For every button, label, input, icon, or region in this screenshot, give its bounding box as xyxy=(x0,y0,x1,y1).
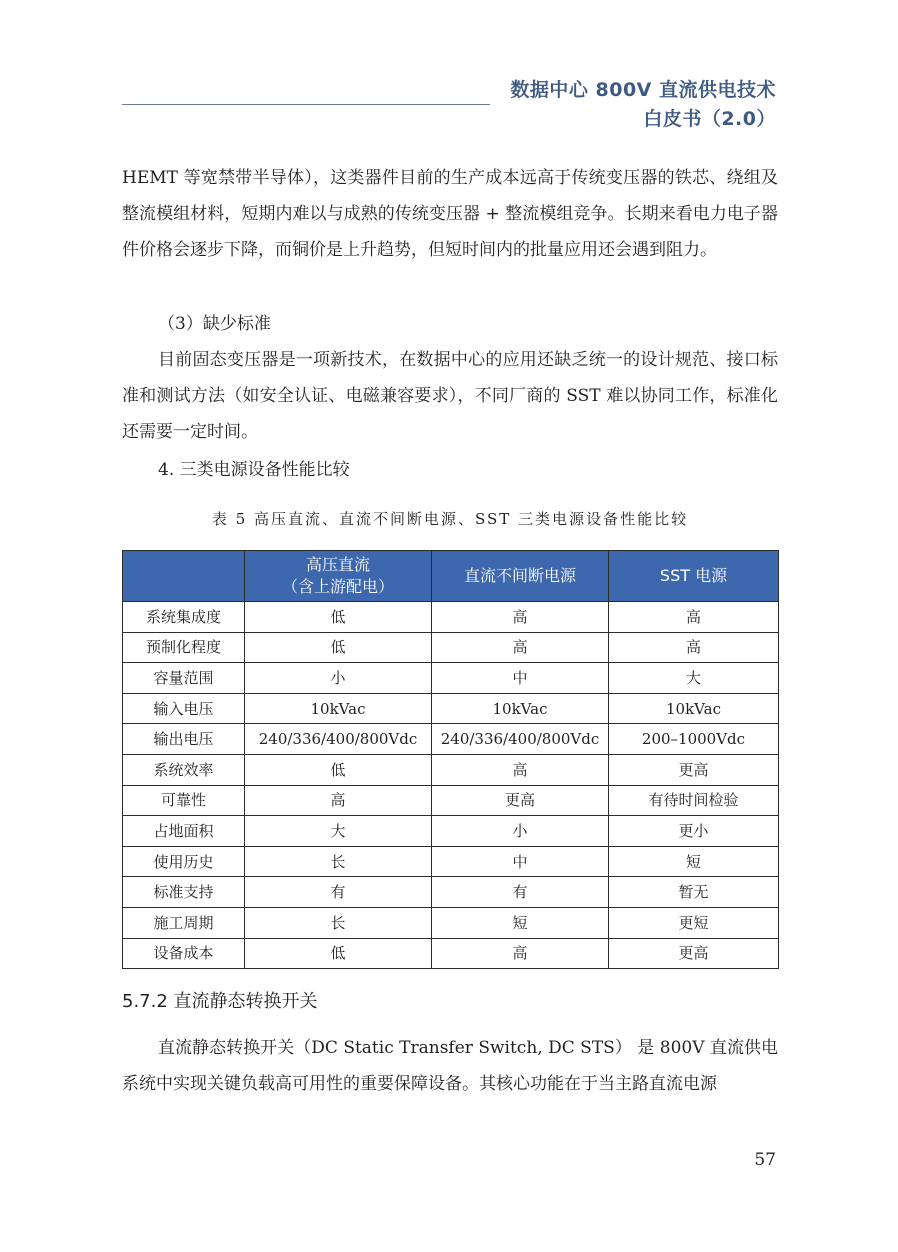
row-label-cell: 系统效率 xyxy=(123,754,245,785)
table-cell: 10kVac xyxy=(432,693,609,724)
table-cell: 高 xyxy=(609,602,779,633)
table-cell: 中 xyxy=(432,846,609,877)
table-cell: 更高 xyxy=(609,938,779,969)
table-cell: 高 xyxy=(432,938,609,969)
table-row xyxy=(123,816,779,847)
row-label-cell: 标准支持 xyxy=(123,877,245,908)
table-cell: 大 xyxy=(245,816,432,847)
section4-heading: 4. 三类电源设备性能比较 xyxy=(158,460,350,480)
table-cell: 10kVac xyxy=(609,693,779,724)
table-row xyxy=(123,663,779,694)
table-cell: 有待时间检验 xyxy=(609,785,779,816)
table-cell: 更短 xyxy=(609,907,779,938)
table-cell: 小 xyxy=(432,816,609,847)
row-label-cell: 输出电压 xyxy=(123,724,245,755)
table-header-cell: 高压直流 （含上游配电） xyxy=(245,551,432,602)
table-cell: 高 xyxy=(609,632,779,663)
section-572-paragraph: 直流静态转换开关（DC Static Transfer Switch, DC STS） 是 800V 直流供电系统中实现关键负载高可用性的重要保障设备。其核心功能在于当主路直流电源 xyxy=(122,1038,778,1094)
table-row xyxy=(123,754,779,785)
table-cell: 短 xyxy=(609,846,779,877)
header-rule xyxy=(122,104,490,105)
table-cell: 10kVac xyxy=(245,693,432,724)
table-row xyxy=(123,785,779,816)
table-cell: 高 xyxy=(432,602,609,633)
table-cell: 低 xyxy=(245,754,432,785)
comparison-table xyxy=(122,550,779,969)
table-cell: 中 xyxy=(432,663,609,694)
section-572-heading: 5.7.2 直流静态转换开关 xyxy=(122,991,318,1012)
table-cell: 长 xyxy=(245,907,432,938)
item3-paragraph: 目前固态变压器是一项新技术，在数据中心的应用还缺乏统一的设计规范、接口标准和测试方法（如安全认证、电磁兼容要求），不同厂商的 SST 难以协同工作，标准化还需要一定时间。 xyxy=(122,350,778,442)
item3-heading: （3）缺少标准 xyxy=(158,314,271,334)
row-label-cell: 施工周期 xyxy=(123,907,245,938)
continuation-paragraph: HEMT 等宽禁带半导体），这类器件目前的生产成本远高于传统变压器的铁芯、绕组及整流模组材料，短期内难以与成熟的传统变压器 + 整流模组竞争。长期来看电力电子器件价格会逐步下降，而铜价是上升趋势，但短时间内的批量应用还会遇到阻力。 xyxy=(122,168,778,260)
row-label-cell: 容量范围 xyxy=(123,663,245,694)
row-label-cell: 使用历史 xyxy=(123,846,245,877)
table-caption: 表 5 高压直流、直流不间断电源、SST 三类电源设备性能比较 xyxy=(211,510,689,528)
table-cell: 低 xyxy=(245,632,432,663)
table-cell: 短 xyxy=(432,907,609,938)
table-row xyxy=(123,877,779,908)
table-header-cell xyxy=(123,551,245,602)
row-label-cell: 输入电压 xyxy=(123,693,245,724)
table-cell: 有 xyxy=(245,877,432,908)
table-row xyxy=(123,724,779,755)
row-label-cell: 设备成本 xyxy=(123,938,245,969)
table-cell: 暂无 xyxy=(609,877,779,908)
table-cell: 200–1000Vdc xyxy=(609,724,779,755)
table-header-cell: SST 电源 xyxy=(609,551,779,602)
table-cell: 更小 xyxy=(609,816,779,847)
table-cell: 有 xyxy=(432,877,609,908)
table-cell: 长 xyxy=(245,846,432,877)
table-row xyxy=(123,632,779,663)
page-number: 57 xyxy=(754,1150,776,1170)
table-body xyxy=(123,602,779,969)
table-cell: 高 xyxy=(432,632,609,663)
table-cell: 高 xyxy=(245,785,432,816)
table-cell: 小 xyxy=(245,663,432,694)
table-cell: 低 xyxy=(245,938,432,969)
row-label-cell: 可靠性 xyxy=(123,785,245,816)
table-cell: 更高 xyxy=(609,754,779,785)
table-cell: 240/336/400/800Vdc xyxy=(245,724,432,755)
table-header-cell: 直流不间断电源 xyxy=(432,551,609,602)
row-label-cell: 预制化程度 xyxy=(123,632,245,663)
table-row xyxy=(123,846,779,877)
table-cell: 更高 xyxy=(432,785,609,816)
running-header xyxy=(510,76,776,134)
row-label-cell: 系统集成度 xyxy=(123,602,245,633)
table-row xyxy=(123,602,779,633)
table-row xyxy=(123,693,779,724)
table-cell: 低 xyxy=(245,602,432,633)
table-row xyxy=(123,907,779,938)
table-cell: 高 xyxy=(432,754,609,785)
table-header-row xyxy=(123,551,779,602)
table-cell: 大 xyxy=(609,663,779,694)
header-title-line1: 数据中心 800V 直流供电技术 xyxy=(510,79,776,101)
table-cell: 240/336/400/800Vdc xyxy=(432,724,609,755)
table-row xyxy=(123,938,779,969)
header-title-line2: 白皮书（2.0） xyxy=(643,108,776,130)
row-label-cell: 占地面积 xyxy=(123,816,245,847)
